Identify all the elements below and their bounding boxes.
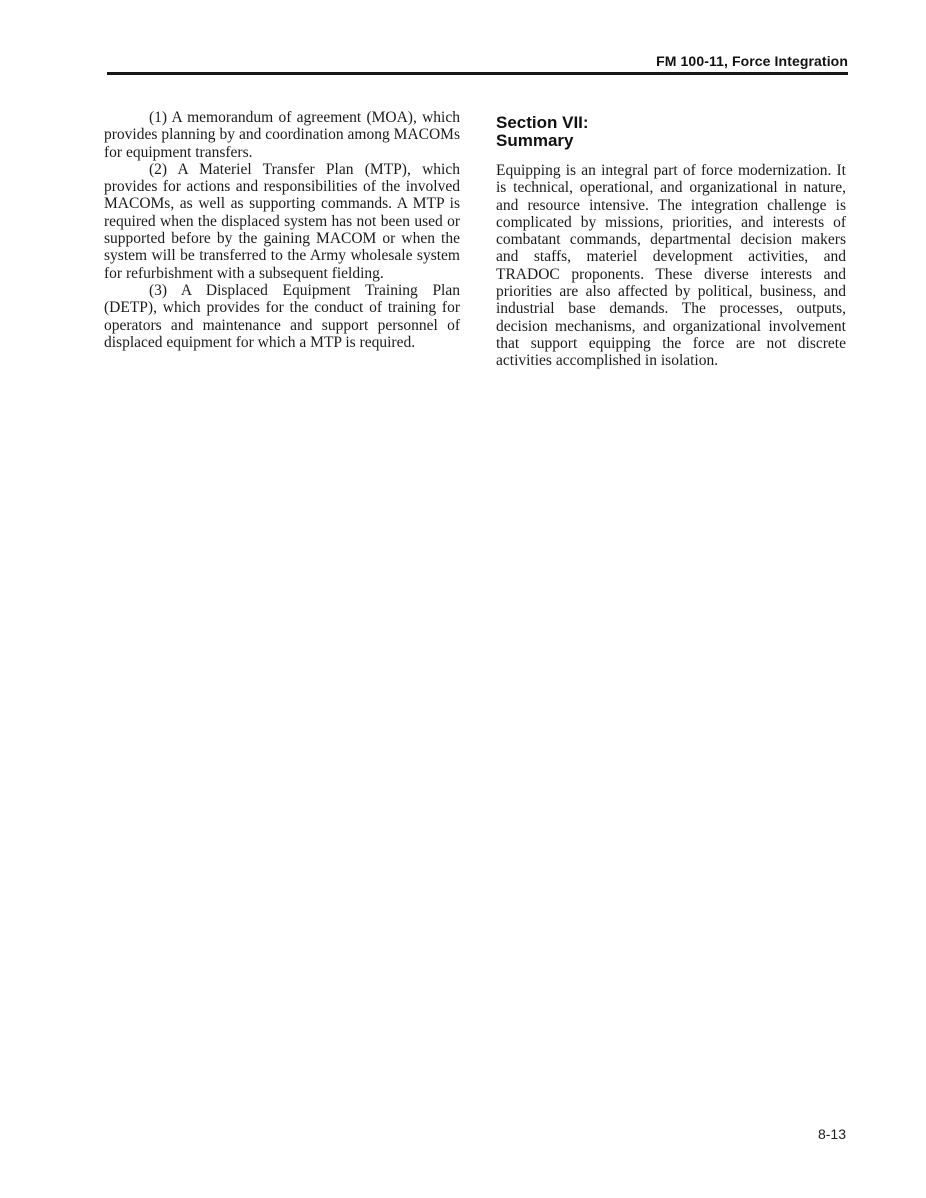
paragraph-moa: (1) A memorandum of agreement (MOA), which provides planning by and coordination among MACOMs for equipment transfers. [104,109,460,161]
paragraph-detp: (3) A Displaced Equipment Training Plan (DETP), which provides for the conduct of training for operators and maintenance and support personnel of displaced equipment for which a MTP is required. [104,281,460,351]
summary-paragraph: Equipping is an integral part of force modernization. It is technical, operational, and organizational in nature, and resource intensive. The integration challenge is complicated by missions, priorities, and interests of combatant commands, departmental decision makers and staffs, materiel development activities, and TRADOC proponents. These diverse interests and priorities are also affected by political, business, and industrial base demands. The processes, outputs, decision mechanisms, and organizational involvement that support equipping the force are not discrete activities accomplished in isolation. [496,162,846,370]
running-header-title: FM 100-11, Force Integration [656,53,848,69]
paragraph-mtp: (2) A Materiel Transfer Plan (MTP), which provides for actions and responsibilities of the involved MACOMs, as well as supporting commands. A MTP is required when the displaced system has not been used or supported before by the gaining MACOM or when the system will be transferred to the Army wholesale system for refurbishment with a subsequent fielding. [104,160,460,282]
section-heading [496,114,846,150]
page-number: 8-13 [817,1126,846,1142]
right-column [496,114,846,370]
left-column [104,109,460,351]
section-heading-line1: Section VII: [496,113,589,132]
header-rule [107,72,848,75]
section-heading-line2: Summary [496,131,574,150]
